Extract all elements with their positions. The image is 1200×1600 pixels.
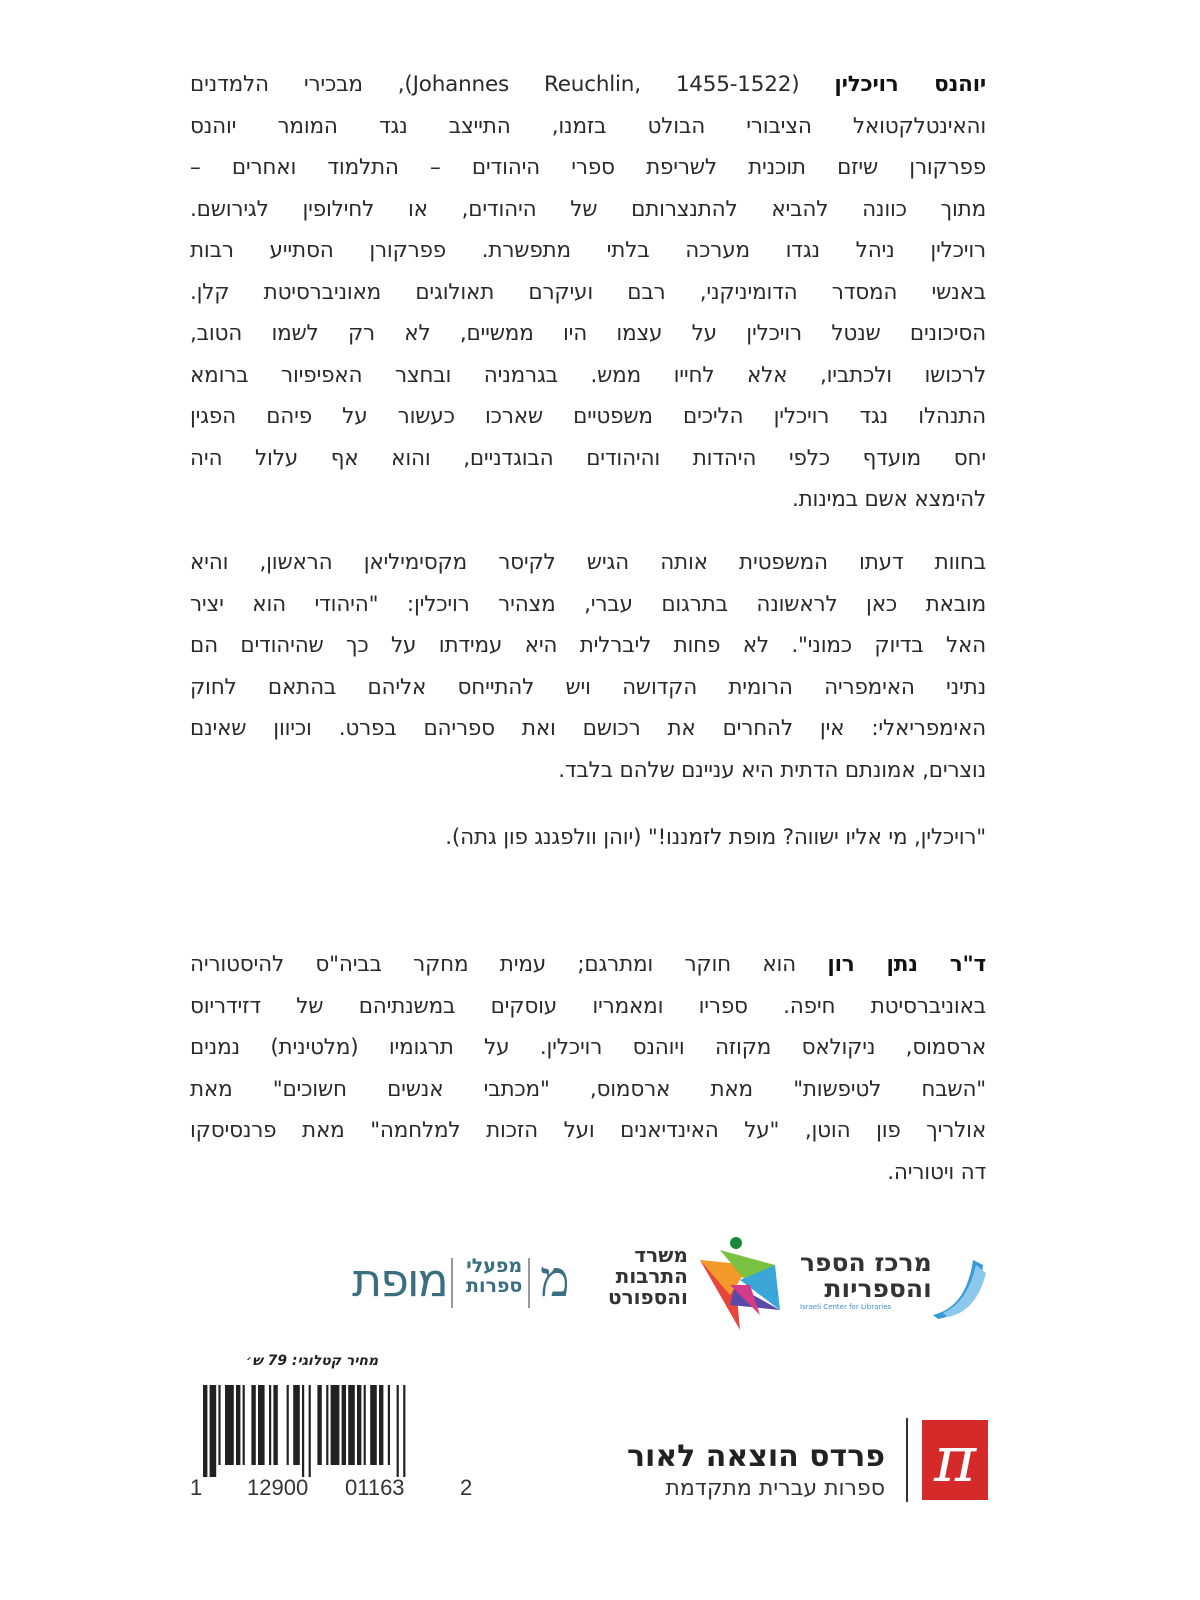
- line-text: והאינטלקטואל הציבורי הבולט בזמנו, התייצב נגד המומר יוהנס: [190, 113, 986, 139]
- barcode-bar: [287, 1385, 289, 1465]
- mem-logo-icon: מ: [540, 1250, 570, 1308]
- barcode-bar: [236, 1385, 240, 1465]
- barcode-bar: [269, 1385, 271, 1465]
- text-line: [190, 986, 986, 1028]
- book-center-logo: [800, 1250, 932, 1312]
- line-text: הוא חוקר ומתרגם; עמית מחקר בביה"ס להיסטוריה: [190, 952, 828, 977]
- barcode-bar: [258, 1385, 265, 1465]
- line-text: מובאת כאן לראשונה בתרגום עברי, מצהיר רויכלין: "היהודי הוא יציר: [190, 591, 986, 617]
- barcode-bar: [379, 1385, 383, 1465]
- text-line: [190, 667, 986, 709]
- barcode-bar: [370, 1385, 377, 1465]
- barcode-bar: [388, 1385, 390, 1465]
- text-line: [190, 230, 986, 272]
- line-text: יחס מועדף כלפי היהדות והיהודים הבוגדניים, והוא אף עלול היה: [190, 445, 986, 471]
- barcode-bar: [342, 1385, 346, 1465]
- publisher-name: פרדס הוצאה לאור: [626, 1439, 885, 1474]
- bold-name: יוהנס רויכלין: [834, 72, 987, 97]
- text-line: [190, 625, 986, 667]
- text-line: [190, 1110, 986, 1152]
- barcode-bar: [210, 1385, 217, 1477]
- text-line: [190, 1069, 986, 1111]
- text-line: [190, 272, 986, 314]
- mifalei-sifrut-logo: [466, 1256, 522, 1296]
- price-label: מחיר קטלוגי: 79 ש׳: [246, 1353, 379, 1369]
- line-text: ארסמוס, ניקולאס מקוזה ויוהנס רויכלין. על תרגומיו (מלטינית) נמנים: [190, 1035, 986, 1060]
- intro-paragraph: [190, 64, 986, 521]
- ministry-line: התרבות: [615, 1264, 688, 1288]
- line-text: נוצרים, אמונתם הדתית היא עניינם שלהם בלבד.: [558, 757, 986, 783]
- line-text: האימפריאלי: אין להחרים את רכושם ואת ספריהם בפרט. וכיוון שאינם: [190, 716, 986, 741]
- barcode-bar: [203, 1385, 207, 1477]
- barcode-bar: [357, 1385, 361, 1465]
- barcode-bar: [364, 1385, 366, 1465]
- line-text: (Johannes Reuchlin, 1455-1522), מבכירי הלמדנים: [190, 72, 835, 97]
- line-text: האל בדיוק כמוני". לא פחות ליברלית היא עמידתו על כך שהיהודים הם: [190, 633, 986, 658]
- barcode-icon: [203, 1385, 455, 1477]
- barcode-bar: [225, 1385, 234, 1465]
- barcode-bar: [397, 1385, 399, 1477]
- logo-divider: [528, 1258, 530, 1308]
- line-text: "השבח לטיפשות" מאת ארסמוס, "מכתבי אנשים חשוכים" מאת: [190, 1076, 986, 1102]
- ministry-star-icon: [690, 1235, 785, 1335]
- line-text: דה ויטוריה.: [887, 1159, 986, 1185]
- line-text: התנהלו נגד רויכלין הליכים משפטיים שארכו כעשור על פיהם הפגין: [190, 404, 986, 429]
- barcode-bar: [243, 1385, 245, 1465]
- line-text: מתוך כוונה להביא להתנצרותם של היהודים, או לחילופין לגירושם.: [190, 196, 986, 222]
- barcode-bar: [309, 1385, 311, 1477]
- text-line: [190, 817, 986, 859]
- book-center-line: מרכז הספר: [800, 1248, 932, 1277]
- ministry-line: והספורט: [608, 1285, 688, 1309]
- line-text: רויכלין ניהל נגדו מערכה בלתי מתפשרת. פפרקורן הסתייע רבות: [190, 238, 986, 263]
- barcode-bar: [273, 1385, 277, 1465]
- barcode-bar: [218, 1385, 220, 1465]
- publisher-block: [627, 1440, 885, 1504]
- line-text: אולריך פון הוטן, "על האינדיאנים ועל הזכות למלחמה" מאת פרנסיסקו: [190, 1118, 986, 1143]
- line-text: נתיני האימפריה הרומית הקדושה ויש להתייחס אליהם בהתאם לחוק: [190, 674, 986, 700]
- text-line: [190, 944, 986, 986]
- publisher-divider: [906, 1418, 908, 1502]
- text-line: [190, 479, 986, 521]
- text-line: [190, 313, 986, 355]
- line-text: בחוות דעתו המשפטית אותה הגיש לקיסר מקסימיליאן הראשון, והיא: [190, 550, 986, 575]
- text-line: [190, 1152, 986, 1194]
- text-line: [190, 106, 986, 148]
- line-text: באנשי המסדר הדומיניקני, רבם ועיקרם תאולוגים מאוניברסיטת קלן.: [190, 279, 986, 305]
- line-text: הסיכונים שנטל רויכלין על עצמו היו ממשיים, לא רק לשמו הטוב,: [190, 321, 986, 346]
- line-text: באוניברסיטת חיפה. ספריו ומאמריו עוסקים במשנתיהם של דזידריוס: [190, 993, 986, 1019]
- mifalei-label: מפעלי: [466, 1255, 523, 1277]
- line-text: "רויכלין, מי אליו ישווה? מופת לזמננו!" (יוהן וולפגנג פון גתה).: [445, 825, 986, 850]
- barcode-bar: [326, 1385, 328, 1465]
- text-line: [190, 708, 986, 750]
- mofet-logo: מופת: [352, 1253, 447, 1307]
- line-text: לרכושו ולכתביו, אלא לחייו ממש. בגרמניה ובחצר האפיפיור ברומא: [190, 362, 986, 388]
- logo-divider: [451, 1258, 453, 1308]
- text-line: [190, 147, 986, 189]
- barcode-bar: [348, 1385, 355, 1465]
- text-line: [190, 584, 986, 626]
- text-line: [190, 1027, 986, 1069]
- barcode-bar: [331, 1385, 340, 1465]
- barcode-digit: 12900: [247, 1475, 309, 1500]
- sifrut-label: ספרות: [466, 1275, 523, 1297]
- book-pages-icon: [928, 1255, 988, 1320]
- text-line: [190, 396, 986, 438]
- text-line: [190, 189, 986, 231]
- line-text: פפרקורן שיזם תוכנית לשריפת ספרי היהודים – התלמוד ואחרים –: [190, 155, 986, 180]
- text-line: [190, 355, 986, 397]
- line-text: להימצא אשם במינות.: [791, 487, 986, 512]
- text-line: [190, 542, 986, 584]
- book-center-english: Israeli Center for Libraries: [800, 1303, 892, 1311]
- publisher-pi-logo-icon: π: [922, 1420, 988, 1500]
- quote-paragraph: [190, 817, 986, 859]
- text-line: [190, 64, 986, 106]
- publisher-tagline: ספרות עברית מתקדמת: [665, 1476, 885, 1501]
- text-line: [190, 438, 986, 480]
- barcode-bar: [293, 1385, 300, 1465]
- book-center-line: והספריות: [824, 1274, 932, 1303]
- barcode-bar: [302, 1385, 304, 1477]
- barcode-bar: [317, 1385, 321, 1465]
- barcode-digit: 1: [190, 1475, 203, 1500]
- bold-name: ד"ר נתן רון: [827, 952, 986, 977]
- opinion-paragraph: [190, 542, 986, 791]
- translator-bio: [190, 944, 986, 1193]
- ministry-line: משרד: [634, 1243, 688, 1267]
- text-line: [190, 750, 986, 792]
- barcode-digit: 2: [460, 1475, 473, 1500]
- ministry-culture-logo: [608, 1245, 688, 1308]
- barcode-bar: [403, 1385, 405, 1477]
- barcode-bar: [251, 1385, 255, 1465]
- barcode-digit: 01163: [345, 1475, 405, 1500]
